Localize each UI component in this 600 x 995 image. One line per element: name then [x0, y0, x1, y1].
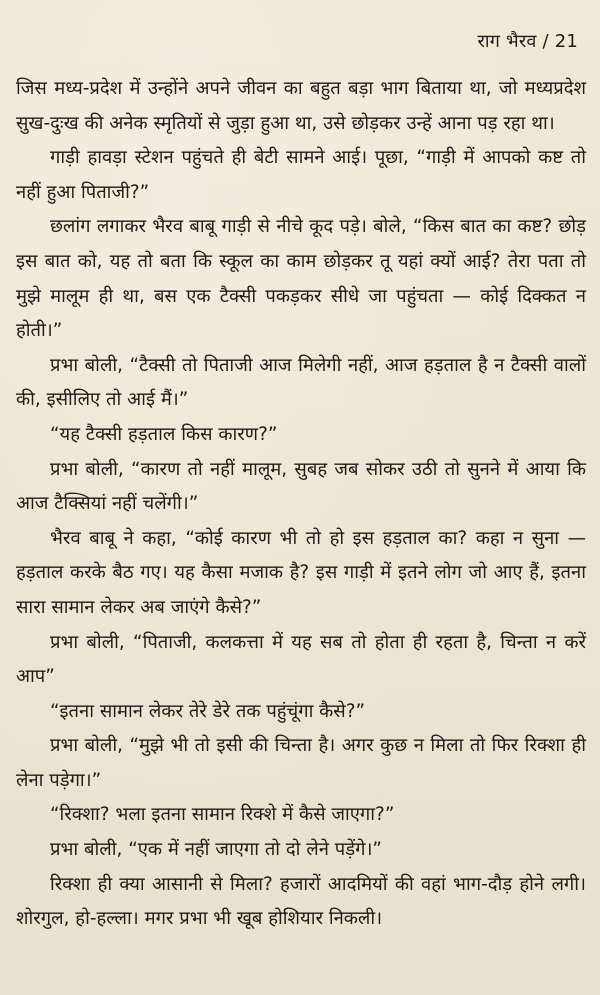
- paragraph-11: “रिक्शा? भला इतना सामान रिक्शे में कैसे जाएगा?”: [50, 804, 395, 826]
- body-text: [16, 72, 586, 937]
- paragraph-8: प्रभा बोली, “पिताजी, कलकत्ता में यह सब तो होता ही रहता है, चिन्ता न करें आप”: [16, 631, 586, 688]
- paragraph-1: जिस मध्य-प्रदेश में उन्होंने अपने जीवन का बहुत बड़ा भाग बिताया था, जो मध्यप्रदेश सुख-दुःख की अनेक स्मृतियों से जुड़ा हुआ था, उसे छोड़कर उन्हें आना पड़ रहा था।: [16, 78, 586, 134]
- paragraph-10: प्रभा बोली, “मुझे भी तो इसी की चिन्ता है। अगर कुछ न मिला तो फिर रिक्शा ही लेना पड़ेगा।”: [16, 735, 586, 791]
- paragraph-4: प्रभा बोली, “टैक्सी तो पिताजी आज मिलेगी नहीं, आज हड़ताल है न टैक्सी वालों की, इसीलिए तो आई मैं।”: [16, 354, 586, 411]
- paragraph-7: भैरव बाबू ने कहा, “कोई कारण भी तो हो इस हड़ताल का? कहा न सुना — हड़ताल करके बैठ गए। यह कैसा मजाक है? इस गाड़ी में इतने लोग जो आए हैं, इतना सारा सामान लेकर अब जाएंगे कैसे?”: [16, 527, 586, 618]
- running-head: राग भैरव / 21: [477, 31, 578, 52]
- paragraph-6: प्रभा बोली, “कारण तो नहीं मालूम, सुबह जब सोकर उठी तो सुनने में आया कि आज टैक्सियां नहीं चलेंगी।”: [16, 458, 586, 515]
- paragraph-2: गाड़ी हावड़ा स्टेशन पहुंचते ही बेटी सामने आई। पूछा, “गाड़ी में आपको कष्ट तो नहीं हुआ पिताजी?”: [16, 147, 586, 203]
- paragraph-12: प्रभा बोली, “एक में नहीं जाएगा तो दो लेने पड़ेंगे।”: [50, 839, 382, 861]
- paragraph-13: रिक्शा ही क्या आसानी से मिला? हजारों आदमियों की वहां भाग-दौड़ होने लगी। शोरगुल, हो-हल्ला। मगर प्रभा भी खूब होशियार निकली।: [16, 873, 586, 930]
- paragraph-9: “इतना सामान लेकर तेरे डेरे तक पहुंचूंगा कैसे?”: [50, 700, 366, 722]
- paragraph-5: “यह टैक्सी हड़ताल किस कारण?”: [50, 423, 278, 445]
- paragraph-3: छलांग लगाकर भैरव बाबू गाड़ी से नीचे कूद पड़े। बोले, “किस बात का कष्ट? छोड़ इस बात को, यह तो बता कि स्कूल का काम छोड़कर तू यहां क्यों आई? तेरा पता तो मुझे मालूम ही था, बस एक टैक्सी पकड़कर सीधे जा पहुंचता — कोई दिक्कत न होती।”: [16, 216, 586, 342]
